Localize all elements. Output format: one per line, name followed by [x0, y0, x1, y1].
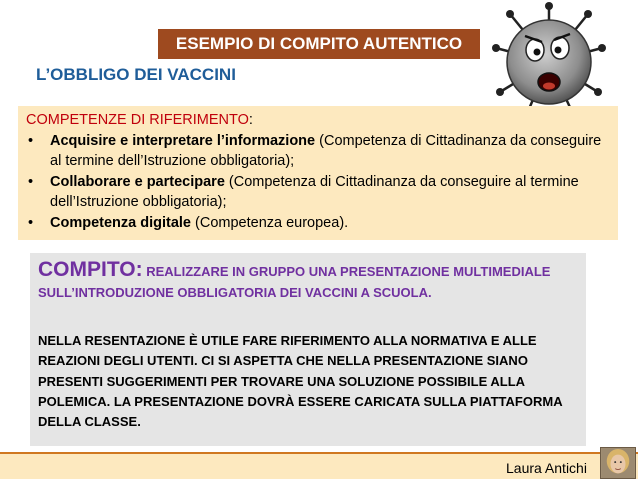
list-item	[26, 172, 612, 213]
competenze-box	[18, 106, 618, 240]
author-photo	[600, 447, 636, 479]
competenza-desc: (Competenza europea).	[191, 214, 349, 231]
compito-body: NELLA RESENTAZIONE È UTILE FARE RIFERIMENTO ALLA NORMATIVA E ALLE REAZIONI DEGLI UTENTI. CI SI ASPETTA CHE NELLA PRESENTAZIONE SIANO PRESENTI SUGGERIMENTI PER TROVARE UNA SOLUZIONE POSSIBILE ALLA POLEMICA. LA PRESENTAZIONE DOVRÀ ESSERE CARICATA SULLA PIATTAFORMA DELLA CLASSE.	[38, 333, 563, 430]
competenze-heading-suffix: :	[248, 112, 253, 128]
compito-label: COMPITO:	[38, 258, 143, 281]
list-item	[26, 213, 612, 234]
competenze-list	[26, 131, 612, 234]
compito-box	[30, 253, 586, 446]
page-subtitle: L’OBBLIGO DEI VACCINI	[36, 65, 236, 84]
competenze-heading-text: COMPETENZE DI RIFERIMENTO	[26, 112, 249, 128]
compito-heading	[38, 259, 578, 303]
footer-bar	[0, 452, 638, 479]
author-name: Laura Antichi	[506, 460, 587, 476]
competenza-title: Competenza digitale	[50, 214, 191, 231]
competenze-heading	[26, 110, 612, 131]
competenza-desc: (Competenza di Cittadinanza da conseguire al termine dell’Istruzione obbligatoria);	[50, 173, 579, 210]
virus-cartoon-icon	[490, 0, 608, 120]
page-title: ESEMPIO DI COMPITO AUTENTICO	[175, 34, 463, 53]
competenza-title: Collaborare e partecipare	[50, 173, 225, 190]
list-item	[26, 131, 612, 172]
competenza-desc: (Competenza di Cittadinanza da conseguire al termine dell’Istruzione obbligatoria);	[50, 132, 602, 169]
competenza-title: Acquisire e interpretare l’informazione	[50, 132, 316, 149]
compito-task: REALIZZARE IN GRUPPO UNA PRESENTAZIONE MULTIMEDIALE SULL’INTRODUZIONE OBBLIGATORIA DEI VACCINI A SCUOLA.	[38, 264, 551, 300]
title-banner	[158, 29, 480, 59]
